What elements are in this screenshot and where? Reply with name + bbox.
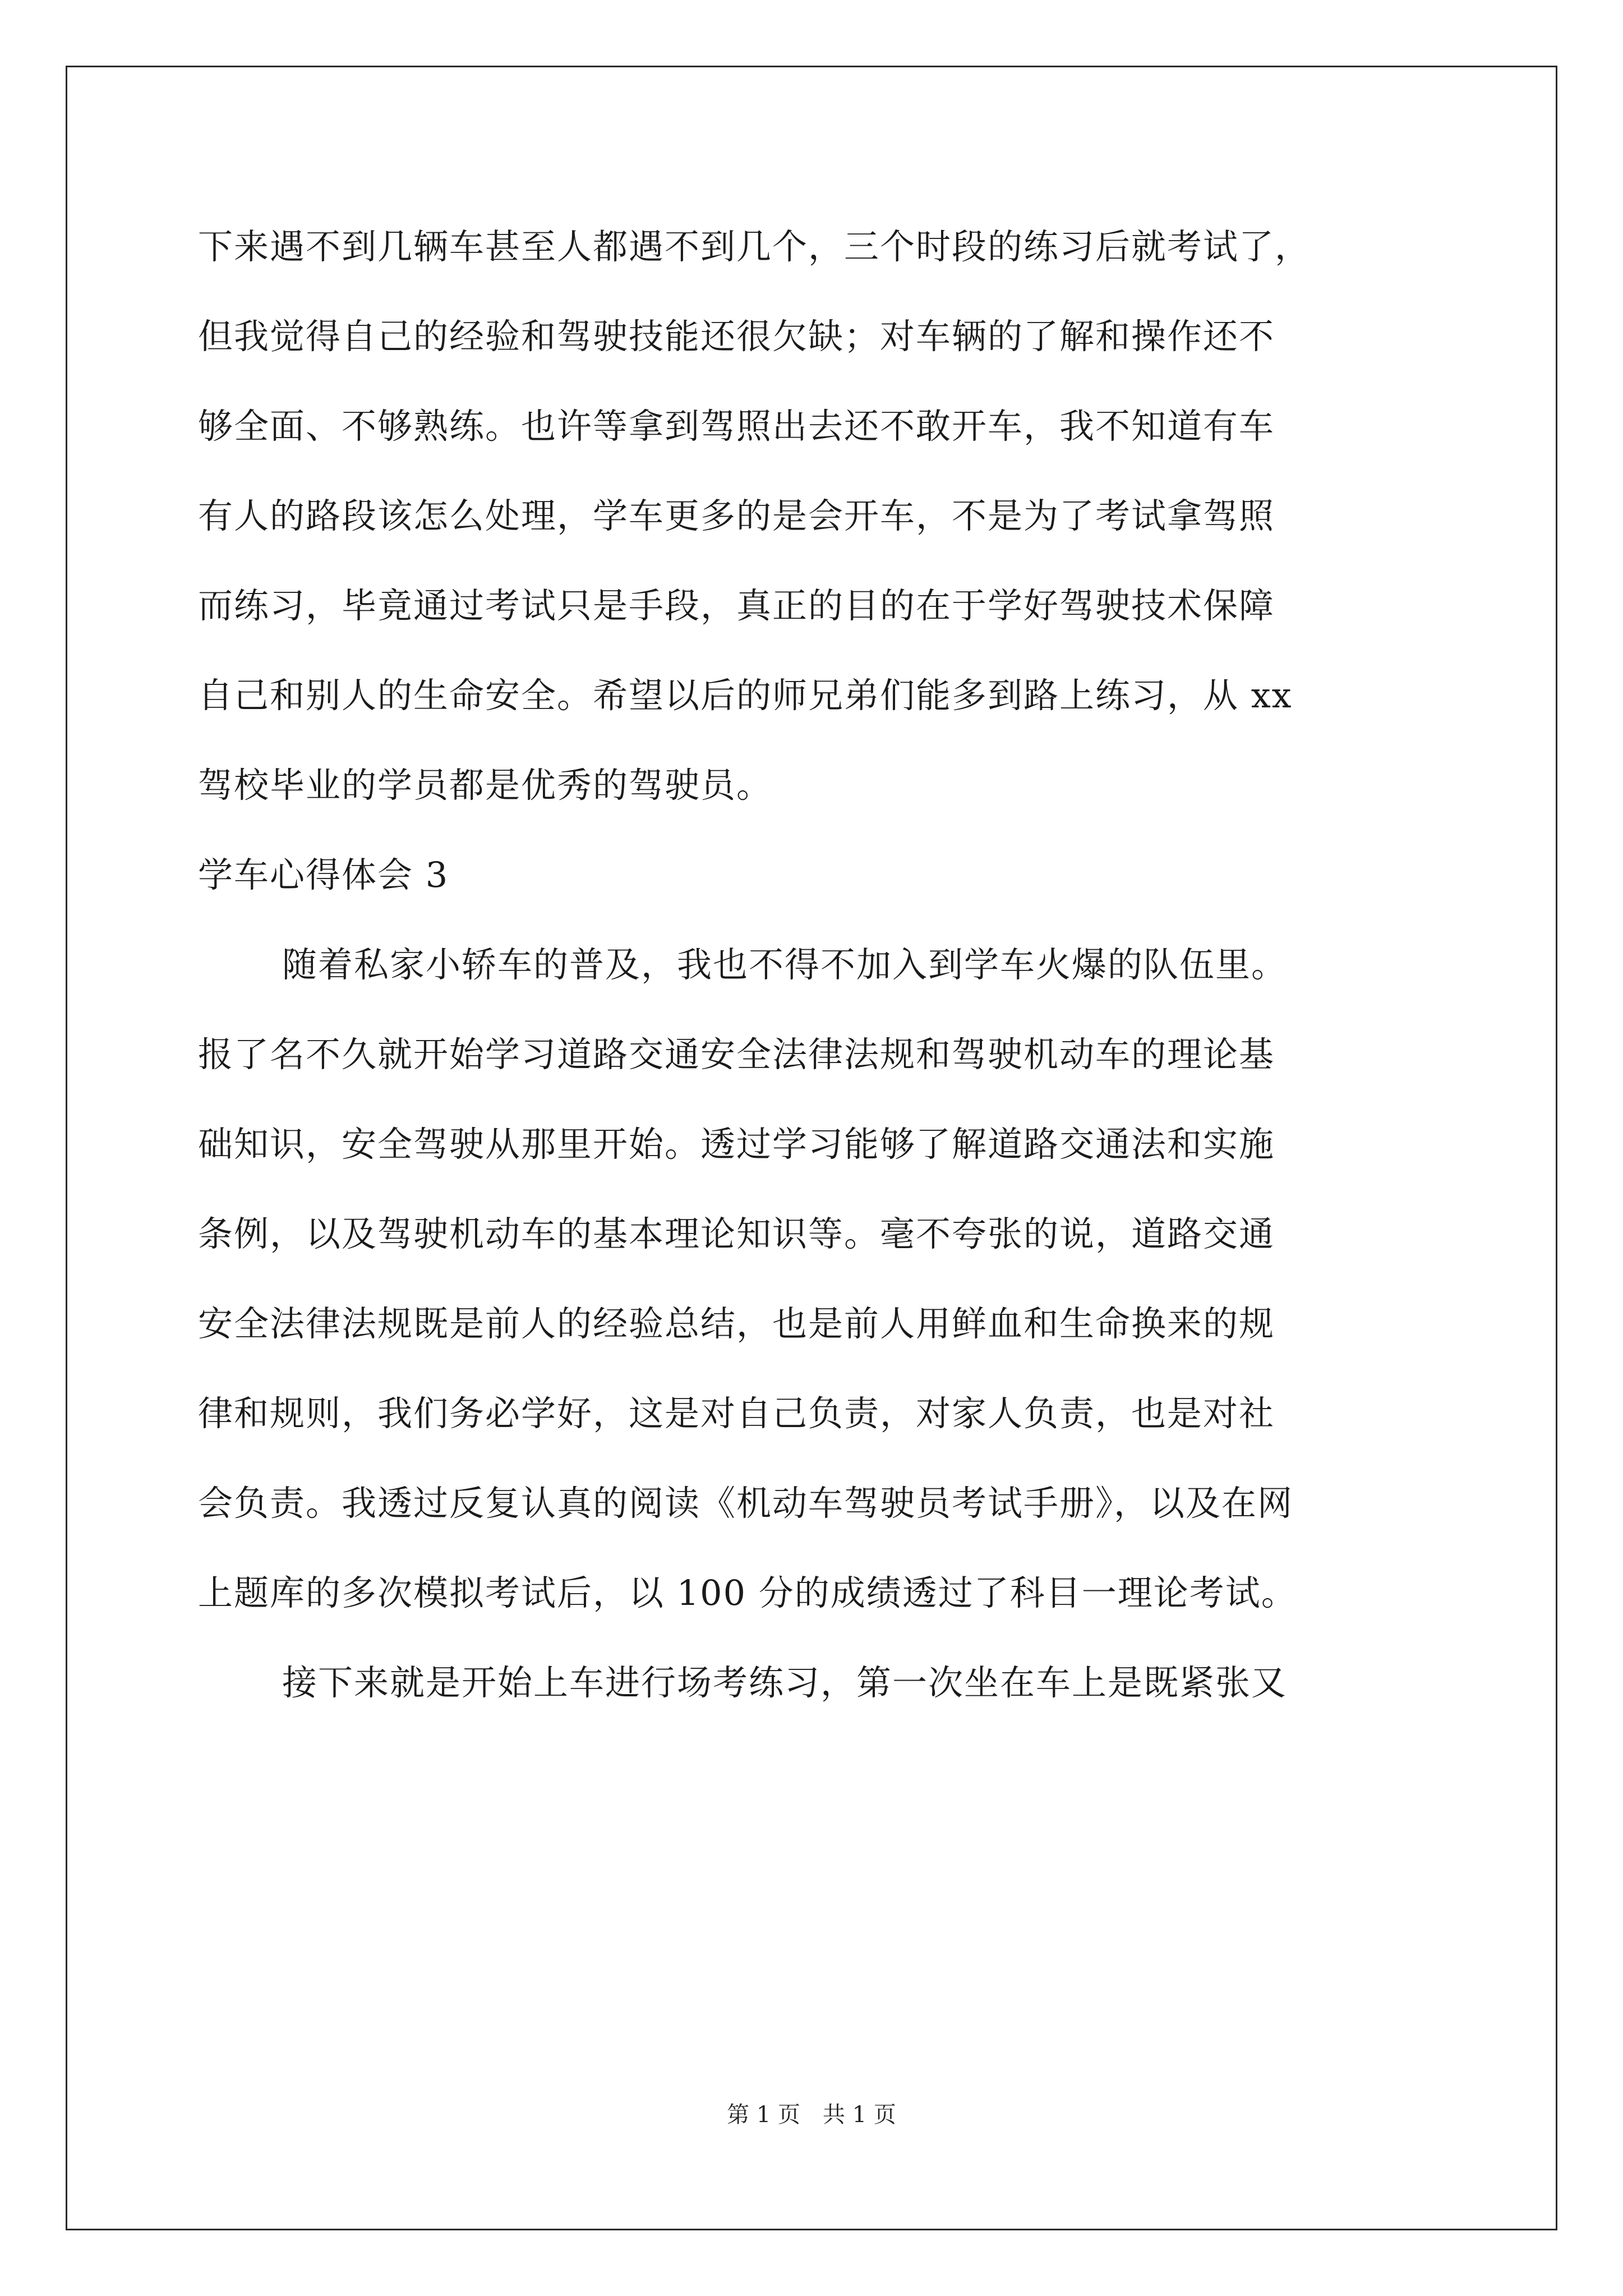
body-line-1: 下来遇不到几辆车甚至人都遇不到几个，三个时段的练习后就考试了，	[198, 226, 1311, 267]
paragraph2-line-8: 上题库的多次模拟考试后，以 100 分的成绩透过了科目一理论考试。	[198, 1572, 1297, 1613]
body-line-3: 够全面、不够熟练。也许等拿到驾照出去还不敢开车，我不知道有车	[198, 406, 1275, 447]
page-number: 第 1 页 共 1 页	[727, 2102, 896, 2128]
paragraph3-line-1: 接下来就是开始上车进行场考练习，第一次坐在车上是既紧张又	[282, 1662, 1288, 1703]
paragraph2-line-7: 会负责。我透过反复认真的阅读《机动车驾驶员考试手册》，以及在网	[198, 1483, 1294, 1524]
paragraph2-line-1: 随着私家小轿车的普及，我也不得不加入到学车火爆的队伍里。	[282, 944, 1288, 985]
body-line-7: 驾校毕业的学员都是优秀的驾驶员。	[198, 765, 773, 806]
paragraph2-line-5: 安全法律法规既是前人的经验总结，也是前人用鲜血和生命换来的规	[198, 1303, 1275, 1344]
body-line-2: 但我觉得自己的经验和驾驶技能还很欠缺；对车辆的了解和操作还不	[198, 316, 1275, 357]
body-line-4: 有人的路段该怎么处理，学车更多的是会开车，不是为了考试拿驾照	[198, 495, 1275, 536]
section-heading: 学车心得体会 3	[198, 854, 449, 895]
body-line-6: 自己和别人的生命安全。希望以后的师兄弟们能多到路上练习，从 xx	[198, 675, 1293, 716]
paragraph2-line-6: 律和规则，我们务必学好，这是对自己负责，对家人负责，也是对社	[198, 1393, 1275, 1434]
paragraph2-line-2: 报了名不久就开始学习道路交通安全法律法规和驾驶机动车的理论基	[198, 1034, 1275, 1075]
paragraph2-line-3: 础知识，安全驾驶从那里开始。透过学习能够了解道路交通法和实施	[198, 1124, 1275, 1165]
paragraph2-line-4: 条例，以及驾驶机动车的基本理论知识等。毫不夸张的说，道路交通	[198, 1213, 1275, 1254]
body-line-5: 而练习，毕竟通过考试只是手段，真正的目的在于学好驾驶技术保障	[198, 585, 1275, 626]
